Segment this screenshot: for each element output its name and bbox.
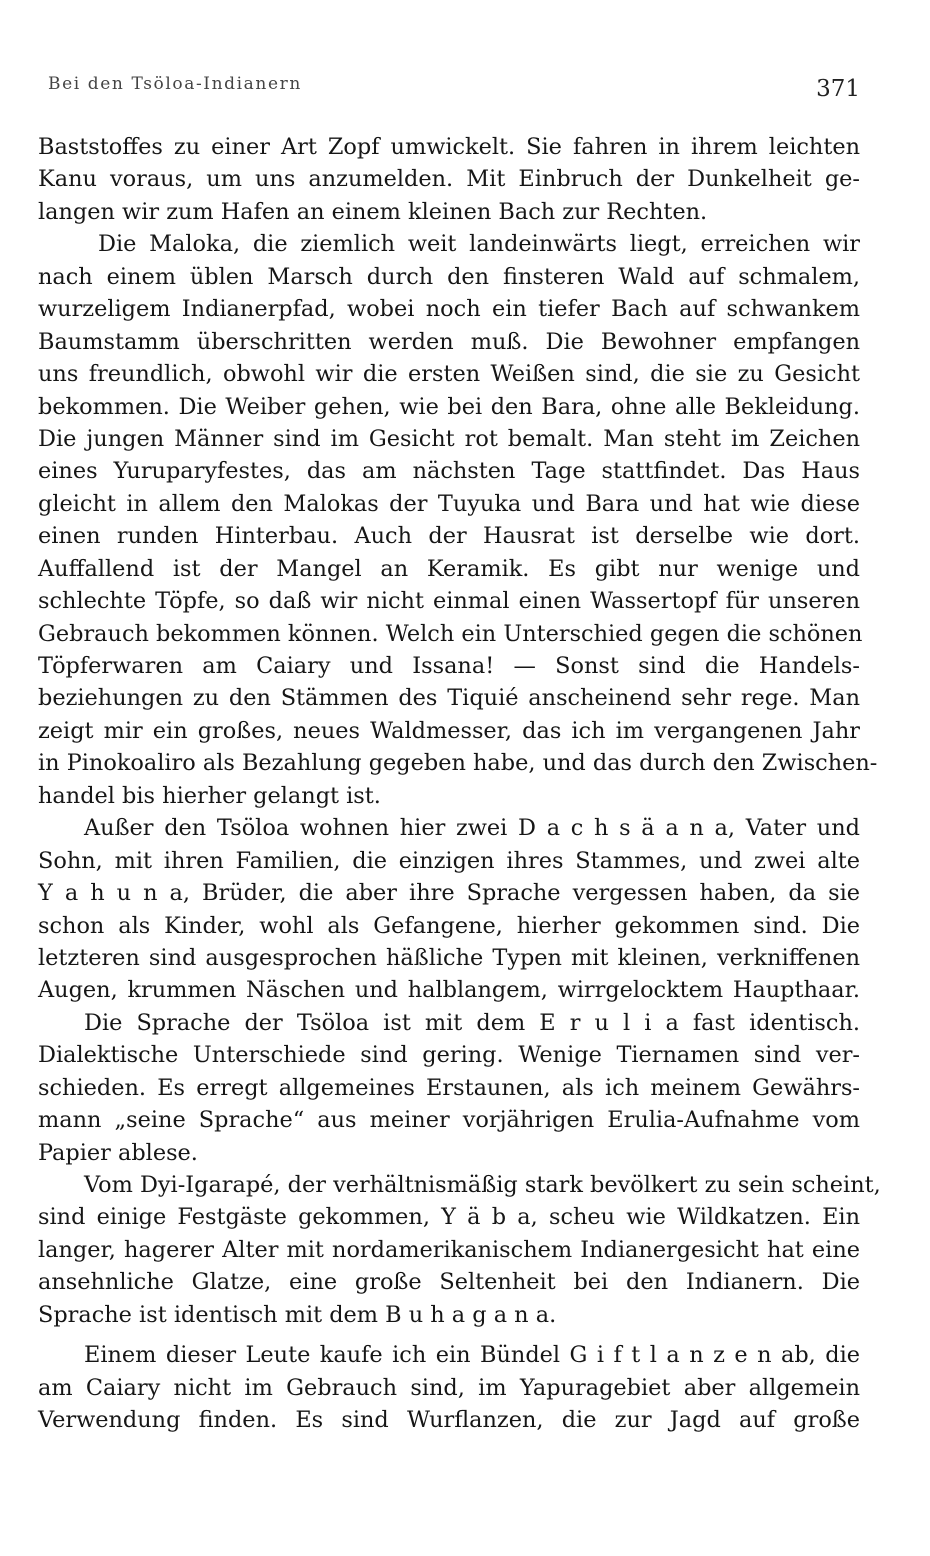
running-title: Bei den Tsöloa-Indianern [48, 74, 302, 94]
text-line: Außer den Tsöloa wohnen hier zwei D a c h s ä a n a, Vater und [84, 815, 860, 842]
text-line: handel bis hierher gelangt ist. [38, 782, 381, 809]
text-line: Töpferwaren am Caiary und Issana! — Sonst sind die Handels- [38, 653, 860, 679]
text-line: Die Sprache der Tsöloa ist mit dem E r u l i a fast identisch. [84, 1009, 860, 1036]
text-line: Papier ablese. [38, 1139, 198, 1166]
text-line: Sprache ist identisch mit dem B u h a g a n a. [38, 1301, 557, 1328]
text-line: einen runden Hinterbau. Auch der Hausrat ist derselbe wie dort. [38, 523, 860, 550]
text-line: Augen, krummen Näschen und halblangem, wirrgelocktem Haupthaar. [38, 977, 860, 1004]
text-line: Vom Dyi-Igarapé, der verhältnismäßig stark bevölkert zu sein scheint, [84, 1172, 881, 1198]
text-line: Verwendung finden. Es sind Wurflanzen, die zur Jagd auf große [38, 1407, 860, 1434]
text-line: schon als Kinder, wohl als Gefangene, hierher gekommen sind. Die [38, 912, 860, 939]
text-line: Die Maloka, die ziemlich weit landeinwärts liegt, erreichen wir [98, 231, 860, 258]
text-line: am Caiary nicht im Gebrauch sind, im Yapuragebiet aber allgemein [38, 1374, 860, 1401]
text-line: Gebrauch bekommen können. Welch ein Unterschied gegen die schönen [38, 620, 863, 647]
body-text [38, 131, 881, 1437]
text-line: letzteren sind ausgesprochen häßliche Typen mit kleinen, verkniffenen [38, 944, 860, 971]
running-head [40, 74, 860, 104]
text-line: Kanu voraus, um uns anzumelden. Mit Einbruch der Dunkelheit ge- [38, 166, 860, 193]
text-line: Einem dieser Leute kaufe ich ein Bündel G i f t l a n z e n ab, die [84, 1342, 860, 1369]
text-line: beziehungen zu den Stämmen des Tiquié anscheinend sehr rege. Man [38, 685, 860, 712]
text-line: eines Yuruparyfestes, das am nächsten Tage stattfindet. Das Haus [38, 458, 860, 485]
text-line: Y a h u n a, Brüder, die aber ihre Sprache vergessen haben, da sie [38, 880, 860, 907]
text-line: uns freundlich, obwohl wir die ersten Weißen sind, die sie zu Gesicht [38, 361, 860, 388]
text-line: Baststoffes zu einer Art Zopf umwickelt. Sie fahren in ihrem leichten [38, 134, 860, 160]
text-line: Baumstamm überschritten werden muß. Die Bewohner empfangen [38, 328, 860, 355]
page-number: 371 [816, 76, 860, 102]
text-line: zeigt mir ein großes, neues Waldmesser, das ich im vergangenen Jahr [38, 717, 860, 744]
text-line: ansehnliche Glatze, eine große Seltenheit bei den Indianern. Die [38, 1269, 860, 1296]
text-line: gleicht in allem den Malokas der Tuyuka und Bara und hat wie diese [38, 490, 860, 517]
text-line: Dialektische Unterschiede sind gering. Wenige Tiernamen sind ver- [38, 1042, 860, 1069]
text-line: mann „seine Sprache“ aus meiner vorjährigen Erulia-Aufnahme vom [38, 1107, 860, 1134]
text-line: in Pinokoaliro als Bezahlung gegeben habe, und das durch den Zwischen- [38, 750, 878, 777]
text-line: Auffallend ist der Mangel an Keramik. Es gibt nur wenige und [38, 555, 860, 582]
text-line: sind einige Festgäste gekommen, Y ä b a, scheu wie Wildkatzen. Ein [38, 1204, 860, 1231]
text-line: bekommen. Die Weiber gehen, wie bei den Bara, ohne alle Bekleidung. [38, 393, 860, 420]
text-line: langen wir zum Hafen an einem kleinen Bach zur Rechten. [38, 198, 708, 225]
text-line: Die jungen Männer sind im Gesicht rot bemalt. Man steht im Zeichen [38, 425, 860, 452]
text-line: Sohn, mit ihren Familien, die einzigen ihres Stammes, und zwei alte [38, 847, 860, 874]
text-line: schlechte Töpfe, so daß wir nicht einmal einen Wassertopf für unseren [38, 588, 860, 615]
text-line: nach einem üblen Marsch durch den finsteren Wald auf schmalem, [38, 263, 860, 290]
text-line: langer, hagerer Alter mit nordamerikanischem Indianergesicht hat eine [38, 1236, 860, 1263]
text-line: wurzeligem Indianerpfad, wobei noch ein tiefer Bach auf schwankem [38, 296, 860, 323]
text-line: schieden. Es erregt allgemeines Erstaunen, als ich meinem Gewährs- [38, 1074, 860, 1101]
